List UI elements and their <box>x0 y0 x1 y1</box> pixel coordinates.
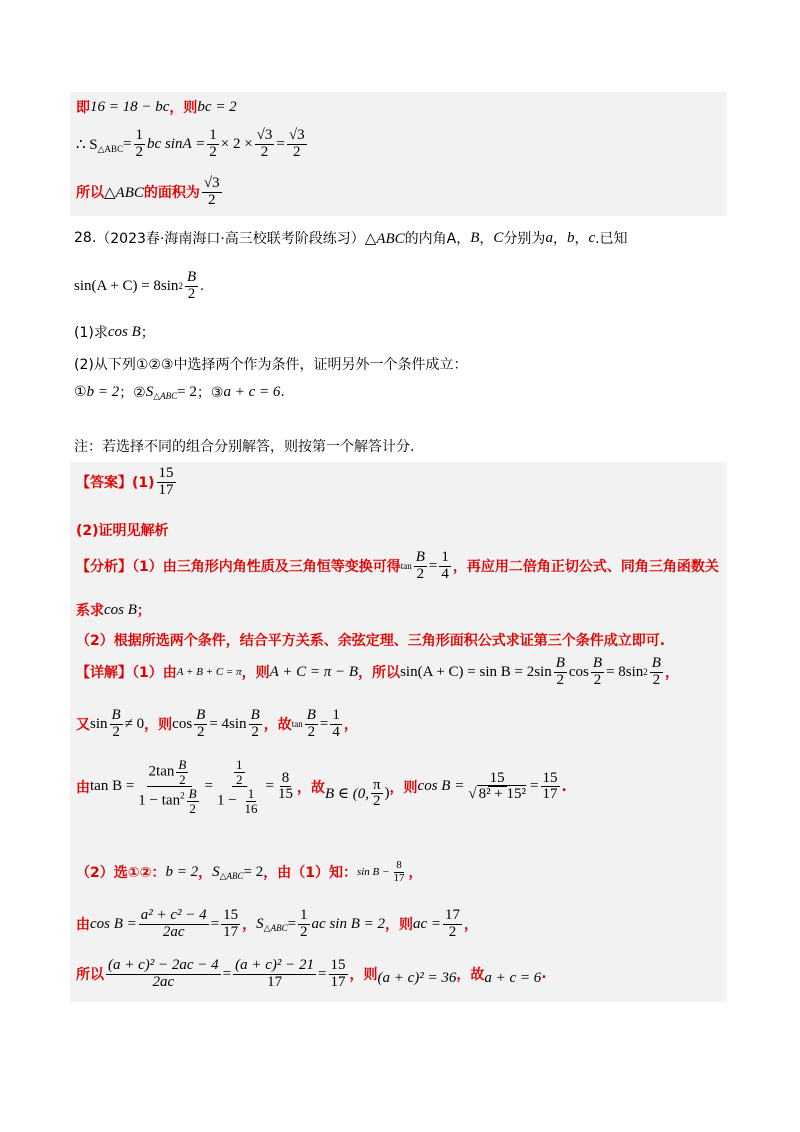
math: 16 = 18 − bc <box>90 98 170 115</box>
math: = 2 <box>177 383 197 400</box>
text: ， <box>408 865 423 882</box>
fraction: $\frac{15}{17}$ <box>223 907 239 940</box>
text: ， <box>479 231 494 247</box>
detail-line-2 <box>76 708 358 741</box>
math: = <box>287 915 297 932</box>
math: A + C = π − B <box>269 663 359 680</box>
fraction: $\frac{B}{2}$ <box>592 655 603 688</box>
text: ，故 <box>263 717 292 734</box>
math: sin(A + C) = sin B = 2sin <box>400 663 552 680</box>
math: cos B = <box>417 778 465 795</box>
fraction: $\frac{√3}{2}$ <box>288 127 305 160</box>
fraction: $\frac{B}{2}$ <box>111 707 121 740</box>
fraction: $\frac{\pi}{2}$ <box>372 776 381 810</box>
text: .已知 <box>595 231 628 247</box>
part-2 <box>74 354 467 374</box>
math: S <box>145 383 154 400</box>
text: ，则 <box>169 100 198 116</box>
math: = <box>123 135 132 152</box>
answer-label: 【答案】(1) <box>76 475 155 492</box>
text: ，则 <box>385 917 413 934</box>
math: b = 2 <box>165 863 199 880</box>
fraction: $\frac{1}{2}$ 1 − $\frac{1}{16}$ <box>217 757 258 816</box>
fraction: $\frac{1}{2}$ <box>300 907 308 940</box>
answer-block <box>70 462 727 1002</box>
fraction: $\frac{17}{2}$ <box>445 907 461 940</box>
fraction: $\frac{B}{2}$ <box>196 707 206 740</box>
math: = 2 <box>243 863 264 880</box>
detail-label: 【详解】（1）由 <box>76 665 177 682</box>
math: = <box>210 915 220 932</box>
math: . <box>200 277 204 294</box>
text: (2)从下列①②③中选择两个作为条件，证明另外一个条件成立： <box>74 357 468 373</box>
math: △ABC <box>104 184 144 201</box>
question-28 <box>70 218 727 458</box>
math-sub: △ABC <box>263 922 288 933</box>
text: ， <box>343 717 358 734</box>
math: ac = <box>413 915 442 932</box>
math-sub: △ABC <box>97 143 124 154</box>
math: B ∈ (0, <box>324 786 369 803</box>
math: ) <box>384 785 390 802</box>
text: ，则 <box>349 967 378 984</box>
text: ， <box>574 231 589 247</box>
math: cos <box>568 663 589 680</box>
text: ，则 <box>389 779 418 796</box>
text: ，则 <box>144 717 173 734</box>
text: ，由（1）知： <box>263 865 357 882</box>
text: ， <box>552 231 567 247</box>
math: (a + c)² = 36 <box>377 969 457 986</box>
math: a + c = 6 <box>223 383 281 400</box>
analysis-line-2 <box>76 600 151 620</box>
detail-part2-line-2 <box>76 908 478 941</box>
text: (1)求 <box>74 325 108 341</box>
text: 又 <box>76 717 90 734</box>
detail-part2-line-3 <box>76 958 547 991</box>
text: ，再应用二倍角正切公式、同角三角函数关 <box>452 559 719 576</box>
math: ≠ 0 <box>124 715 145 732</box>
math: = <box>265 778 274 795</box>
text: ， <box>242 917 257 934</box>
text: 系求 <box>76 603 104 619</box>
math: = <box>318 965 327 982</box>
text: ；② <box>119 385 146 401</box>
math: cos B = <box>90 915 137 932</box>
fraction: $\frac{B}{2}$ <box>250 707 260 740</box>
math: b <box>566 229 575 246</box>
math-sup: 2 <box>643 667 648 678</box>
line-area-formula <box>76 128 309 161</box>
fraction: $\frac{1}{2}$ <box>135 127 144 160</box>
fraction: $\frac{√3}{2}$ <box>203 175 220 208</box>
math: tan B = <box>90 778 135 795</box>
text: ，故 <box>296 779 325 796</box>
text: ① <box>74 384 87 400</box>
fraction: $\frac{8}{15}$ <box>277 769 293 803</box>
fraction: $\frac{√3}{2}$ <box>256 127 273 160</box>
text: （2）选①②： <box>76 865 166 882</box>
text: 即 <box>76 100 90 116</box>
given-condition <box>74 270 204 303</box>
math: sin B − <box>356 866 390 879</box>
text: 由 <box>76 917 90 934</box>
fraction: $\frac{15}{17}$ <box>158 465 174 498</box>
math: b = 2 <box>86 383 120 400</box>
math: cos B <box>107 323 141 340</box>
math: ac sin B = 2 <box>311 915 385 932</box>
fraction: $\frac{\text{(a + c)² − 21}}{17}$ <box>235 957 315 990</box>
math: sin <box>90 715 108 732</box>
math: S <box>212 863 220 880</box>
text: （2）根据所选两个条件，结合平方关系、余弦定理、三角形面积公式求证第三个条件成立即可. <box>76 633 666 649</box>
text: . <box>541 966 547 983</box>
text: . <box>561 778 567 795</box>
fraction: $\frac{1}{2}$ <box>209 127 217 160</box>
math-sub: △ABC <box>153 390 178 401</box>
text: ，则 <box>241 665 270 682</box>
part-1 <box>74 322 155 342</box>
analysis-label: 【分析】（1）由三角形内角性质及三角恒等变换可得 <box>76 559 401 576</box>
text: 所以 <box>76 185 104 202</box>
fraction: $\frac{\text{a² + c² − 4}}{2ac}$ <box>140 907 207 940</box>
text: ； <box>136 603 151 619</box>
math-sup: 2 <box>178 281 183 292</box>
fraction: $\frac{B}{2}$ <box>186 269 197 302</box>
math: = <box>204 778 214 795</box>
text: (2)证明见解析 <box>76 523 169 539</box>
math: bc = 2 <box>197 98 237 115</box>
math: A + B + C = π <box>176 666 242 679</box>
detail-line-3 <box>76 758 567 816</box>
fraction: 2tan $\frac{B}{2}$ $1 - \tan^2$ $\frac{B}{2}$ <box>138 757 197 816</box>
math: = <box>428 557 438 574</box>
question-header <box>74 228 628 248</box>
text: ， <box>464 917 479 934</box>
math: × 2 × <box>220 135 253 152</box>
math: ∴ S <box>76 136 98 153</box>
text: ， <box>664 665 679 682</box>
math: = <box>222 965 232 982</box>
math: tan <box>400 561 412 572</box>
math: B <box>470 229 480 246</box>
line-bc <box>76 97 237 117</box>
fraction: $\frac{B}{2}$ <box>651 655 661 688</box>
analysis-line-1 <box>76 550 719 583</box>
detail-line-1 <box>76 656 679 689</box>
analysis-line-3 <box>76 630 665 650</box>
question-source: （2023春·海南海口·高三校联考阶段练习） <box>96 231 365 247</box>
fraction: $\frac{1}{4}$ <box>332 707 340 740</box>
answer-line <box>76 466 178 499</box>
text: 的面积为 <box>143 185 200 202</box>
math: = 8sin <box>606 663 644 680</box>
fraction: $\frac{1}{4}$ <box>441 549 449 582</box>
math: C <box>493 229 504 246</box>
fraction: $\frac{B}{2}$ <box>415 549 425 582</box>
text: ，故 <box>456 967 485 984</box>
math: tan <box>291 719 303 730</box>
math: sin(A + C) = 8sin <box>74 277 179 294</box>
text: ，所以 <box>358 665 401 682</box>
options <box>74 382 285 402</box>
math-sub: △ABC <box>219 870 244 881</box>
solution-continued-block <box>70 92 727 216</box>
fraction: $\frac{15}{17}$ <box>542 769 558 803</box>
math: = <box>530 778 539 795</box>
text: 所以 <box>76 967 104 984</box>
math: = 4sin <box>209 715 247 732</box>
text: 由 <box>76 779 90 796</box>
fraction: $\frac{15}{17}$ <box>330 957 346 990</box>
math: a <box>545 229 553 246</box>
math: bc sinA = <box>147 135 206 152</box>
fraction: $\frac{B}{2}$ <box>306 707 316 740</box>
text: 的内角A， <box>404 231 471 247</box>
math: = <box>276 135 285 152</box>
text: . <box>280 384 285 400</box>
fraction: $\frac{8}{17}$ <box>393 859 405 884</box>
text: ， <box>198 865 213 882</box>
note <box>74 436 414 456</box>
math: cos <box>172 715 193 732</box>
text: 注：若选择不同的组合分别解答，则按第一个解答计分. <box>74 439 415 455</box>
text: 分别为 <box>503 231 546 247</box>
line-area-result <box>76 176 224 209</box>
text: ；③ <box>196 385 224 401</box>
question-number: 28. <box>74 230 97 246</box>
detail-part2-line-1 <box>76 860 422 884</box>
math: S <box>256 915 264 932</box>
math: △ABC <box>364 230 405 247</box>
fraction: $\frac{\text{(a + c)² − 2ac − 4}}{2ac}$ <box>108 957 219 990</box>
fraction: $\frac{15}{\text{√ 8² + 15²}}$ <box>468 769 527 803</box>
fraction: $\frac{B}{2}$ <box>555 655 565 688</box>
math: = <box>319 715 329 732</box>
answer-part2 <box>76 520 169 540</box>
math: c <box>588 229 596 246</box>
math: cos B <box>104 601 137 618</box>
math: a + c = 6 <box>484 969 542 986</box>
text: ； <box>140 325 155 341</box>
